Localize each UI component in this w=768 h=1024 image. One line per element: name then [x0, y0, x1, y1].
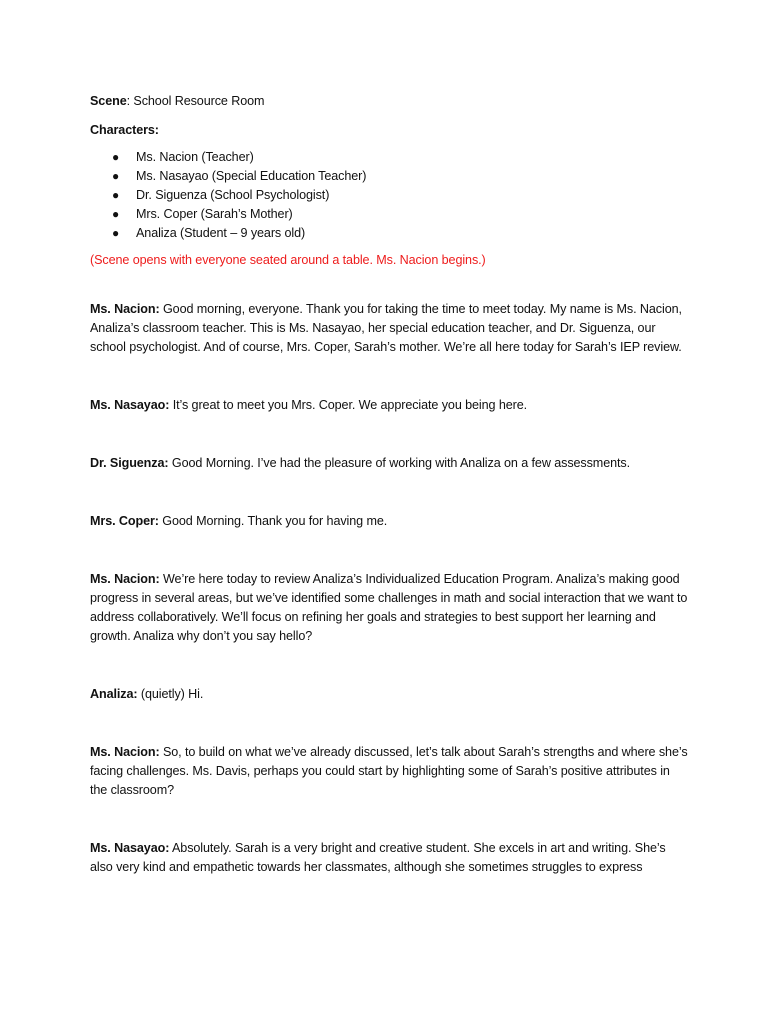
speaker-name: Mrs. Coper: [90, 514, 159, 528]
speaker-name: Ms. Nacion: [90, 572, 160, 586]
dialogue-text: It’s great to meet you Mrs. Coper. We appreciate you being here. [169, 398, 528, 412]
scene-line [90, 92, 690, 111]
character-name: Dr. Siguenza (School Psychologist) [136, 188, 330, 202]
bullet-icon: ● [112, 150, 120, 164]
character-item [90, 148, 690, 167]
dialogue-line [90, 743, 690, 800]
speaker-name: Ms. Nasayao: [90, 398, 170, 412]
bullet-icon: ● [112, 207, 120, 221]
characters-heading: Characters: [90, 123, 159, 137]
characters-list [90, 148, 690, 243]
speaker-name: Ms. Nacion: [90, 302, 160, 316]
scene-label: Scene [90, 94, 127, 108]
script-content [90, 92, 690, 877]
dialogue-line [90, 454, 690, 473]
character-name: Ms. Nasayao (Special Education Teacher) [136, 169, 367, 183]
dialogue-line [90, 839, 690, 877]
character-item [90, 224, 690, 243]
speaker-name: Dr. Siguenza: [90, 456, 169, 470]
bullet-icon: ● [112, 188, 120, 202]
dialogue-text: Good morning, everyone. Thank you for taking the time to meet today. My name is Ms. Nacion, Analiza’s classroom teacher. This is Ms. Nasayao, her special education teacher, and Dr. Siguenza, our school psychologist. And of course, Mrs. Coper, Sarah’s mother. We’re all here today for Sarah’s IEP review. [90, 302, 682, 354]
character-item [90, 167, 690, 186]
speaker-name: Ms. Nacion: [90, 745, 160, 759]
dialogue-text: Good Morning. I’ve had the pleasure of working with Analiza on a few assessments. [168, 456, 631, 470]
stage-direction: (Scene opens with everyone seated around a table. Ms. Nacion begins.) [90, 253, 486, 267]
character-name: Analiza (Student – 9 years old) [136, 226, 306, 240]
dialogue-line [90, 396, 690, 415]
dialogue-text: Good Morning. Thank you for having me. [158, 514, 388, 528]
dialogue-line [90, 685, 690, 704]
dialogue-text: So, to build on what we’ve already discussed, let’s talk about Sarah’s strengths and where she’s facing challenges. Ms. Davis, perhaps you could start by highlighting some of Sarah’s positive attributes in the classroom? [90, 745, 688, 797]
character-name: Mrs. Coper (Sarah’s Mother) [136, 207, 293, 221]
speaker-name: Ms. Nasayao: [90, 841, 170, 855]
dialogue-text: Absolutely. Sarah is a very bright and creative student. She excels in art and writing. She’s also very kind and empathetic towards her classmates, although she sometimes struggles to express [90, 841, 666, 874]
character-name: Ms. Nacion (Teacher) [136, 150, 254, 164]
dialogue-line [90, 512, 690, 531]
character-item [90, 186, 690, 205]
scene-text: : School Resource Room [126, 94, 265, 108]
bullet-icon: ● [112, 169, 120, 183]
dialogue-line [90, 300, 690, 357]
speaker-name: Analiza: [90, 687, 138, 701]
dialogue-line [90, 570, 690, 646]
bullet-icon: ● [112, 226, 120, 240]
character-item [90, 205, 690, 224]
dialogue-text: We’re here today to review Analiza’s Individualized Education Program. Analiza’s making good progress in several areas, but we’ve identified some challenges in math and social interaction that we want to address collaboratively. We’ll focus on refining her goals and strategies to best support her learning and growth. Analiza why don’t you say hello? [90, 572, 688, 643]
dialogue-text: (quietly) Hi. [137, 687, 204, 701]
